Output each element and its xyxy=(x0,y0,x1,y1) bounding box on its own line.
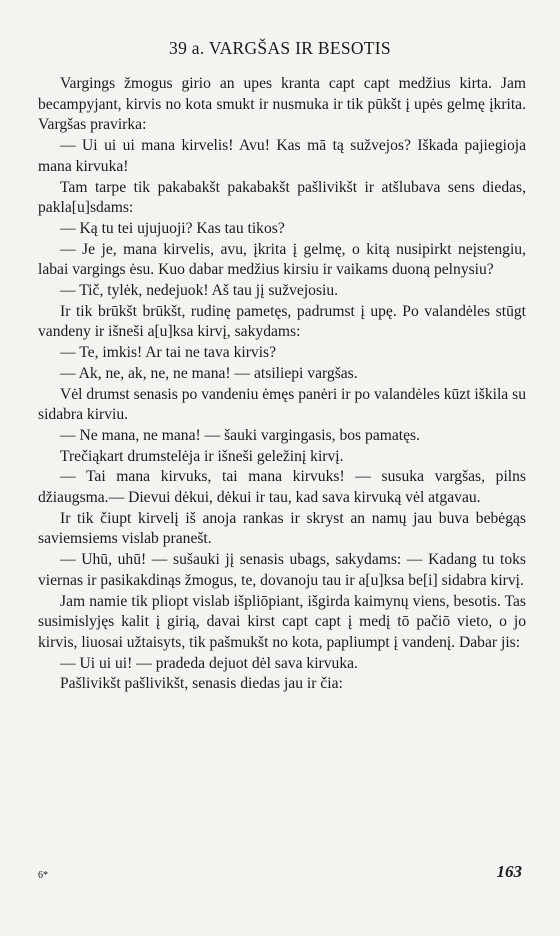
running-header: 39 a. VARGŠAS IR BESOTIS xyxy=(169,38,391,58)
paragraph: — Tič, tylėk, nedejuok! Aš tau jį sužvejosiu. xyxy=(60,282,339,300)
paragraph: Ir tik čiupt kirvelį iš anoja rankas ir skryst an namų jau buva bebėgąs saviemsiems vislab pranešt. xyxy=(38,509,526,548)
paragraph: Trečiąkart drumstelėja ir išneši geležinį kirvį. xyxy=(60,447,344,465)
paragraph: — Ak, ne, ak, ne, ne mana! — atsiliepi vargšas. xyxy=(60,364,358,382)
paragraph: Pašlivikšt pašlivikšt, senasis diedas jau ir čia: xyxy=(60,675,343,693)
paragraph: — Je je, mana kirvelis, avu, įkrita į gelmę, o kitą nusipirkt neįstengiu, labai vargings ėsu. Kuo dabar medžius kirsiu ir vaikams duoną pelnysiu? xyxy=(38,240,526,279)
paragraph: Ir tik brūkšt brūkšt, rudinę pametęs, padrumst į upę. Po valandėles stūgt vandeny ir išneši a[u]ksa kirvį, sakydams: xyxy=(38,302,526,341)
paragraph: Vargings žmogus girio an upes kranta capt capt medžius kirta. Jam becampyjant, kirvis no kota smukt ir nusmuka ir tik pūkšt į upės gelmę įkrita. Vargšas pravirka: xyxy=(38,75,526,134)
paragraph: Tam tarpe tik pakabakšt pakabakšt pašlivikšt ir atšlubava sens diedas, pakla[u]sdams: xyxy=(38,178,526,217)
paragraph: — Ui ui ui mana kirvelis! Avu! Kas mā tą sužvejos? Iškada pajiegioja mana kirvuka! xyxy=(38,137,526,175)
paragraph: — Ne mana, ne mana! — šauki vargingasis, bos pamatęs. xyxy=(60,426,421,444)
page-number: 163 xyxy=(496,862,522,881)
paragraph: — Te, imkis! Ar tai ne tava kirvis? xyxy=(60,344,277,362)
paragraph: — Tai mana kirvuks, tai mana kirvuks! — susuka vargšas, pilns džiaugsma.— Dievui dėkui, dėkui ir tau, kad sava kirvuką vėl atgavau. xyxy=(38,468,526,507)
paragraph: Jam namie tik pliopt vislab išpliōpiant, išgirda kaimynų viens, besotis. Tas susimislyjęs kalit į girią, davai kirst capt capt į medį tō pačiō vieto, o jo kirvis, liuosai užtaisyts, tik pašmukšt no kota, papliumpt į vandenį. Dabar jis: xyxy=(38,592,526,651)
page-body xyxy=(38,74,526,695)
paragraph: — Ką tu tei ujujuoji? Kas tau tikos? xyxy=(60,219,285,237)
paragraph: — Ui ui ui! — pradeda dejuot dėl sava kirvuka. xyxy=(60,654,358,672)
paragraph: — Uhū, uhū! — sušauki jį senasis ubags, sakydams: — Kadang tu toks viernas ir pasikakdinąs žmogus, te, dovanoju tau ir a[u]ksa be[i] sidabra kirvį. xyxy=(38,551,526,589)
printer-signature-mark: 6* xyxy=(38,870,48,881)
paragraph: Vėl drumst senasis po vandeniu ėmęs panėri ir po valandėles kūzt iškila su sidabra kirviu. xyxy=(38,385,526,424)
